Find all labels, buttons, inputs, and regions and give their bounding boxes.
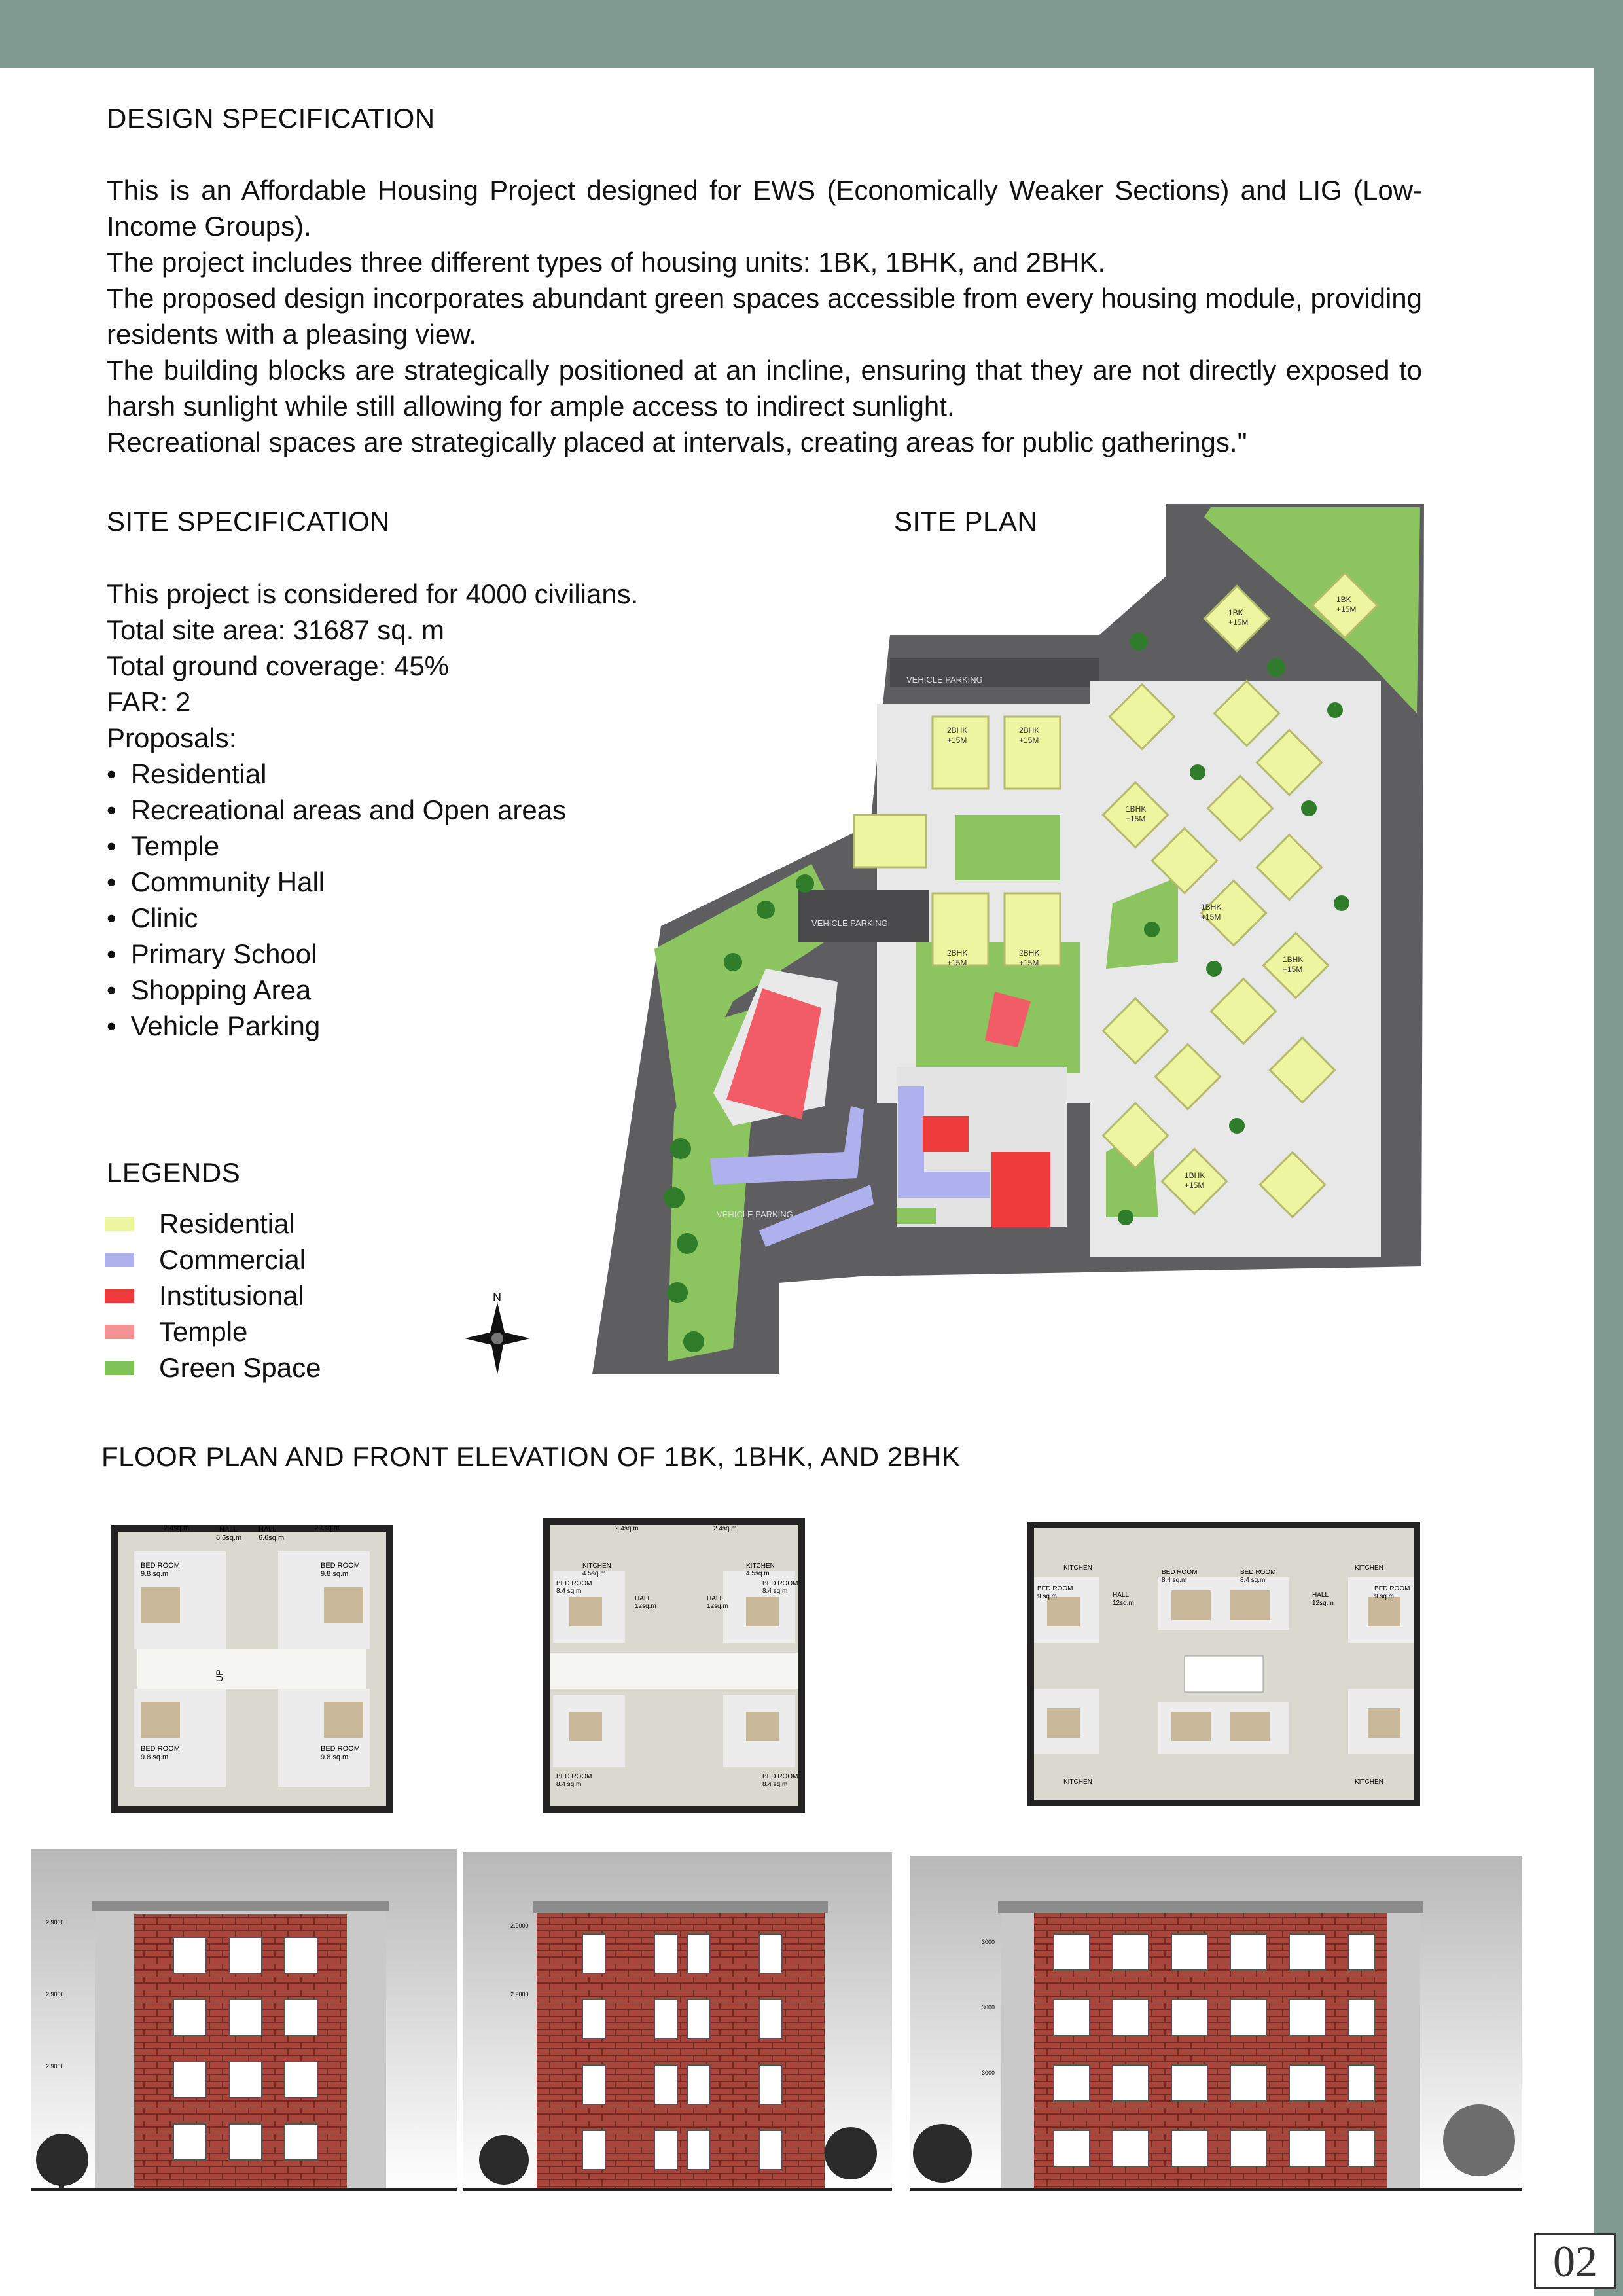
site-line: FAR: 2: [107, 687, 191, 717]
site-line: Total ground coverage: 45%: [107, 651, 450, 681]
room-label: 9.8 sq.m: [141, 1753, 169, 1761]
level-label: 2.9000: [510, 1922, 529, 1929]
parking-label: VEHICLE PARKING: [906, 675, 983, 685]
floor-plans: [0, 1492, 1623, 1833]
parking-lot: [798, 890, 929, 942]
room-label: BED ROOM: [321, 1562, 360, 1570]
legends-heading: LEGENDS: [107, 1157, 241, 1188]
room-label: KITCHEN: [1355, 1564, 1383, 1571]
legend-swatch: [105, 1253, 134, 1267]
room-label: 6.6sq.m: [216, 1534, 242, 1542]
room-label: 2.4sq.m: [713, 1525, 737, 1532]
legend-label: Institusional: [159, 1280, 304, 1311]
unit-label: +15M: [1228, 618, 1249, 627]
legend-swatch: [105, 1361, 134, 1375]
room-label: 9.8 sq.m: [321, 1753, 349, 1761]
room-label: KITCHEN: [1355, 1778, 1383, 1785]
room-label: HALL: [1312, 1592, 1329, 1599]
unit-label: 2BHK: [1019, 726, 1040, 735]
room-label: HALL: [259, 1526, 277, 1534]
legend-item-commercial: [105, 1242, 306, 1278]
parking-label: VEHICLE PARKING: [812, 918, 888, 928]
green-patch: [897, 1208, 936, 1224]
legend-swatch: [105, 1289, 134, 1303]
proposal-item: • Recreational areas and Open areas: [107, 792, 696, 828]
level-label: 2.9000: [46, 2063, 64, 2070]
room-label: KITCHEN: [582, 1562, 611, 1570]
room-label: 9 sq.m: [1037, 1593, 1058, 1600]
commercial-block: [898, 1172, 990, 1198]
room-label: 4.5sq.m: [746, 1570, 770, 1577]
unit-label: +15M: [947, 736, 967, 745]
room-label: 8.4 sq.m: [556, 1588, 582, 1595]
room-label: HALL: [1113, 1592, 1130, 1599]
proposal-item: • Community Hall: [107, 864, 696, 900]
unit-label: 1BHK: [1126, 804, 1147, 814]
room-label: BED ROOM: [762, 1773, 798, 1780]
floor-plan-2bhk: [1031, 1525, 1417, 1803]
legend-item-green-space: [105, 1350, 321, 1386]
elevation-1bk: [31, 1849, 457, 2189]
level-label: 3000: [982, 1939, 995, 1945]
unit-label: 2BHK: [947, 948, 968, 958]
legend-label: Commercial: [159, 1244, 306, 1275]
design-paragraph: The proposed design incorporates abundant green spaces accessible from every housing module, providing residents with a pleasing view.: [107, 283, 1422, 350]
unit-label: +15M: [1126, 814, 1146, 823]
legend-swatch: [105, 1325, 134, 1339]
room-label: 8.4 sq.m: [762, 1588, 788, 1595]
room-label: BED ROOM: [556, 1773, 592, 1780]
room-label: 12sq.m: [1113, 1600, 1134, 1607]
site-line: Proposals:: [107, 723, 237, 753]
parking-label: VEHICLE PARKING: [717, 1210, 793, 1219]
room-label: 6.6sq.m: [259, 1534, 285, 1542]
room-label: 9 sq.m: [1374, 1593, 1395, 1600]
site-heading: SITE SPECIFICATION: [107, 506, 390, 537]
unit-label: +15M: [1019, 736, 1039, 745]
site-line: Total site area: 31687 sq. m: [107, 615, 444, 645]
level-label: 3000: [982, 2004, 995, 2011]
unit-label: 2BHK: [947, 726, 968, 735]
room-label: BED ROOM: [321, 1745, 360, 1753]
elevation-1bhk: [463, 1852, 892, 2189]
legend-item-residential: [105, 1206, 295, 1242]
room-label: 12sq.m: [1312, 1600, 1334, 1607]
institutional-block: [991, 1152, 1050, 1227]
institutional-block: [923, 1116, 969, 1152]
room-label: 4.5sq.m: [582, 1570, 606, 1577]
legend-item-temple: [105, 1314, 247, 1350]
proposal-item: • Clinic: [107, 900, 696, 936]
room-label: 9.8 sq.m: [321, 1570, 349, 1578]
unit-label: +15M: [1283, 965, 1303, 974]
room-label: 12sq.m: [635, 1603, 656, 1610]
legend-label: Green Space: [159, 1352, 321, 1383]
design-paragraph: The building blocks are strategically positioned at an incline, ensuring that they are not directly exposed to harsh sunlight while still allowing for ample access to indirect sunlight.: [107, 355, 1422, 422]
floor-plan-heading: FLOOR PLAN AND FRONT ELEVATION OF 1BK, 1BHK, AND 2BHK: [101, 1441, 961, 1472]
unit-label: +15M: [1336, 605, 1357, 614]
room-label: 8.4 sq.m: [1240, 1577, 1266, 1584]
design-heading: DESIGN SPECIFICATION: [107, 103, 435, 134]
room-label: 2.4sq.m: [615, 1525, 639, 1532]
room-label: BED ROOM: [1374, 1585, 1410, 1592]
legend-label: Temple: [159, 1316, 248, 1347]
room-label: BED ROOM: [1037, 1585, 1073, 1592]
room-label: HALL: [707, 1595, 724, 1602]
unit-label: +15M: [947, 958, 967, 967]
north-arrow-icon: [465, 1291, 530, 1374]
page-number: 02: [1534, 2233, 1616, 2289]
green-patch: [955, 815, 1060, 880]
room-label: BED ROOM: [141, 1562, 180, 1570]
level-label: 2.9000: [46, 1991, 64, 1998]
unit-label: 1BHK: [1283, 955, 1304, 964]
unit-label: +15M: [1185, 1181, 1205, 1190]
site-line: This project is considered for 4000 civilians.: [107, 579, 639, 609]
room-label: BED ROOM: [141, 1745, 180, 1753]
room-label: BED ROOM: [1240, 1569, 1276, 1576]
floor-plan-1bk: [115, 1524, 389, 1810]
legend-swatch: [105, 1217, 134, 1231]
residential-block: [854, 815, 926, 867]
elevation-2bhk: [910, 1856, 1522, 2189]
level-label: 2.9000: [46, 1919, 64, 1926]
stair-label: UP: [214, 1669, 224, 1682]
design-paragraph: This is an Affordable Housing Project designed for EWS (Economically Weaker Sections) and LIG (Low-Income Groups).: [107, 175, 1422, 242]
room-label: BED ROOM: [556, 1580, 592, 1587]
room-label: 8.4 sq.m: [762, 1781, 788, 1788]
level-label: 2.9000: [510, 1991, 529, 1998]
room-label: 8.4 sq.m: [1162, 1577, 1187, 1584]
floor-plan-1bhk: [546, 1522, 802, 1810]
room-label: 9.8 sq.m: [141, 1570, 169, 1578]
unit-label: +15M: [1019, 958, 1039, 967]
legend-item-institutional: [105, 1278, 304, 1314]
site-plan-heading: SITE PLAN: [894, 506, 1038, 537]
room-label: 12sq.m: [707, 1603, 728, 1610]
unit-label: 1BHK: [1201, 903, 1222, 912]
north-label: N: [493, 1291, 501, 1304]
unit-label: 1BK: [1228, 608, 1243, 617]
unit-label: +15M: [1201, 912, 1221, 922]
room-label: 8.4 sq.m: [556, 1781, 582, 1788]
room-label: BED ROOM: [762, 1580, 798, 1587]
proposal-item: • Residential: [107, 756, 696, 792]
front-elevations: [0, 1846, 1623, 2212]
room-label: KITCHEN: [1063, 1564, 1092, 1571]
design-paragraph: The project includes three different types of housing units: 1BK, 1BHK, and 2BHK.: [107, 247, 1106, 278]
room-label: 2.4sq.m: [164, 1524, 190, 1532]
design-paragraph: Recreational spaces are strategically placed at intervals, creating areas for public gatherings.": [107, 427, 1247, 457]
unit-label: 1BK: [1336, 595, 1351, 604]
room-label: 2.4sq.m: [314, 1524, 340, 1532]
legend-label: Residential: [159, 1208, 295, 1239]
room-label: HALL: [219, 1526, 238, 1534]
proposal-item: • Temple: [107, 828, 696, 864]
unit-label: 1BHK: [1185, 1171, 1205, 1180]
room-label: KITCHEN: [1063, 1778, 1092, 1785]
room-label: BED ROOM: [1162, 1569, 1198, 1576]
room-label: KITCHEN: [746, 1562, 775, 1570]
proposal-item: • Vehicle Parking: [107, 1008, 696, 1044]
proposal-item: • Primary School: [107, 936, 696, 972]
level-label: 3000: [982, 2070, 995, 2076]
unit-label: 2BHK: [1019, 948, 1040, 958]
room-label: HALL: [635, 1595, 652, 1602]
proposal-item: • Shopping Area: [107, 972, 696, 1008]
